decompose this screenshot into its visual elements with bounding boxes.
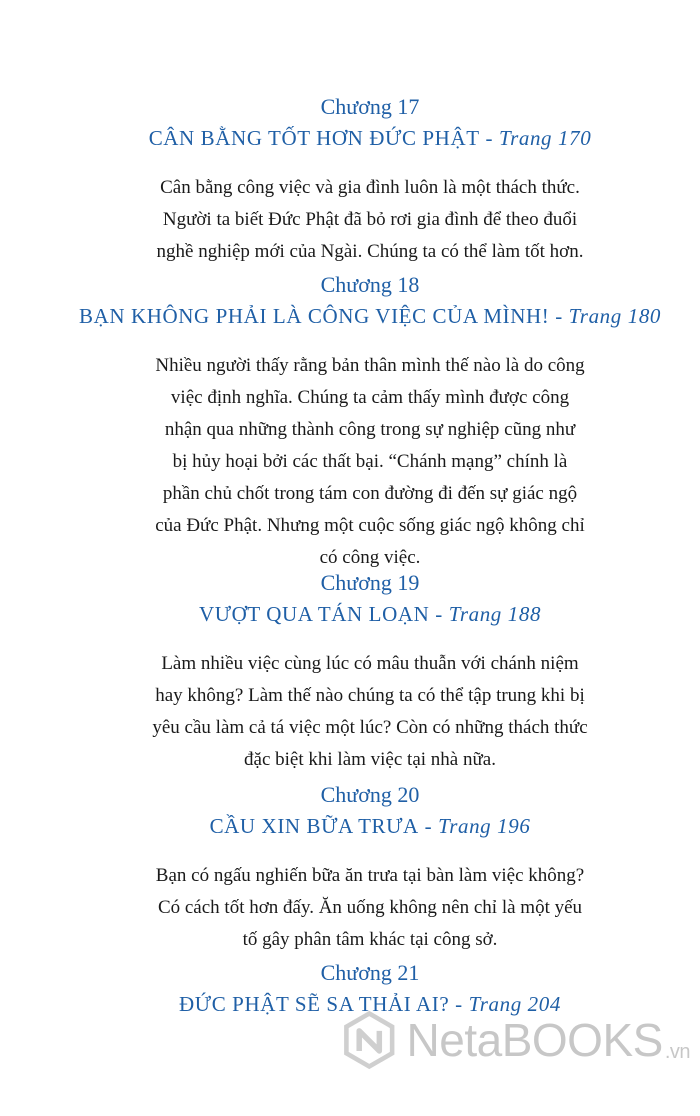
chapter-17 xyxy=(70,92,670,268)
page-reference: Trang 196 xyxy=(438,814,531,838)
chapter-number: Chương 20 xyxy=(320,782,420,807)
page-reference: Trang 188 xyxy=(448,602,542,626)
summary-line: Có cách tốt hơn đấy. Ăn uống không nên chỉ là một yếu xyxy=(157,897,583,918)
chapter-title: BẠN KHÔNG PHẢI LÀ CÔNG VIỆC CỦA MÌNH! xyxy=(78,304,550,328)
title-separator: - xyxy=(449,992,469,1016)
summary-line: nhận qua những thành công trong sự nghiệp cũng như xyxy=(164,419,576,440)
chapter-title: CẦU XIN BỮA TRƯA xyxy=(209,814,419,838)
summary-line: hay không? Làm thế nào chúng ta có thể tập trung khi bị xyxy=(155,685,585,706)
summary-line: Làm nhiều việc cùng lúc có mâu thuẫn với chánh niệm xyxy=(161,653,579,674)
summary-line: yêu cầu làm cả tá việc một lúc? Còn có những thách thức xyxy=(152,717,588,738)
chapter-summary xyxy=(130,860,610,956)
summary-line: Nhiều người thấy rằng bản thân mình thế nào là do công xyxy=(155,355,585,376)
watermark-suffix: .vn xyxy=(664,1041,690,1063)
summary-line: tố gây phân tâm khác tại công sở. xyxy=(242,929,498,950)
summary-line: Bạn có ngấu nghiến bữa ăn trưa tại bàn làm việc không? xyxy=(155,865,585,886)
chapter-number: Chương 21 xyxy=(320,960,420,985)
netabooks-logo-icon xyxy=(340,1008,399,1072)
chapter-title-line xyxy=(70,300,670,332)
chapter-title-line xyxy=(70,598,670,630)
summary-line: việc định nghĩa. Chúng ta cảm thấy mình được công xyxy=(170,387,570,408)
chapter-title: CÂN BẰNG TỐT HƠN ĐỨC PHẬT xyxy=(148,126,480,150)
chapter-19 xyxy=(70,568,670,776)
chapter-summary xyxy=(130,350,610,574)
page-reference: Trang 180 xyxy=(568,304,662,328)
summary-line: phần chủ chốt trong tám con đường đi đến sự giác ngộ xyxy=(162,483,578,504)
chapter-18 xyxy=(70,270,670,574)
chapter-number: Chương 19 xyxy=(320,570,420,595)
chapter-title: VƯỢT QUA TÁN LOẠN xyxy=(198,602,430,626)
chapter-title-line xyxy=(70,810,670,842)
chapter-title: ĐỨC PHẬT SẼ SA THẢI AI? xyxy=(179,992,450,1016)
title-separator: - xyxy=(549,304,569,328)
chapter-title-line xyxy=(70,122,670,154)
page-reference: Trang 204 xyxy=(468,992,561,1016)
summary-line: Người ta biết Đức Phật đã bỏ rơi gia đình để theo đuổi xyxy=(162,209,578,230)
chapter-20 xyxy=(70,780,670,956)
page-reference: Trang 170 xyxy=(498,126,592,150)
netabooks-watermark xyxy=(340,1000,690,1080)
title-separator: - xyxy=(418,814,439,838)
chapter-summary xyxy=(130,172,610,268)
summary-line: Cân bằng công việc và gia đình luôn là một thách thức. xyxy=(160,177,580,198)
chapter-number: Chương 18 xyxy=(320,272,420,297)
watermark-text xyxy=(407,1013,690,1067)
summary-line: đặc biệt khi làm việc tại nhà nữa. xyxy=(244,749,496,770)
title-separator: - xyxy=(479,126,499,150)
chapter-number: Chương 17 xyxy=(320,94,420,119)
summary-line: của Đức Phật. Nhưng một cuộc sống giác ngộ không chỉ xyxy=(155,515,585,536)
watermark-name: NetaBOOKS xyxy=(406,1014,663,1066)
summary-line: bị hủy hoại bởi các thất bại. “Chánh mạng” chính là xyxy=(172,451,568,472)
chapter-summary xyxy=(130,648,610,776)
summary-line: nghề nghiệp mới của Ngài. Chúng ta có thể làm tốt hơn. xyxy=(156,241,584,262)
summary-line: có công việc. xyxy=(319,547,421,568)
title-separator: - xyxy=(429,602,449,626)
